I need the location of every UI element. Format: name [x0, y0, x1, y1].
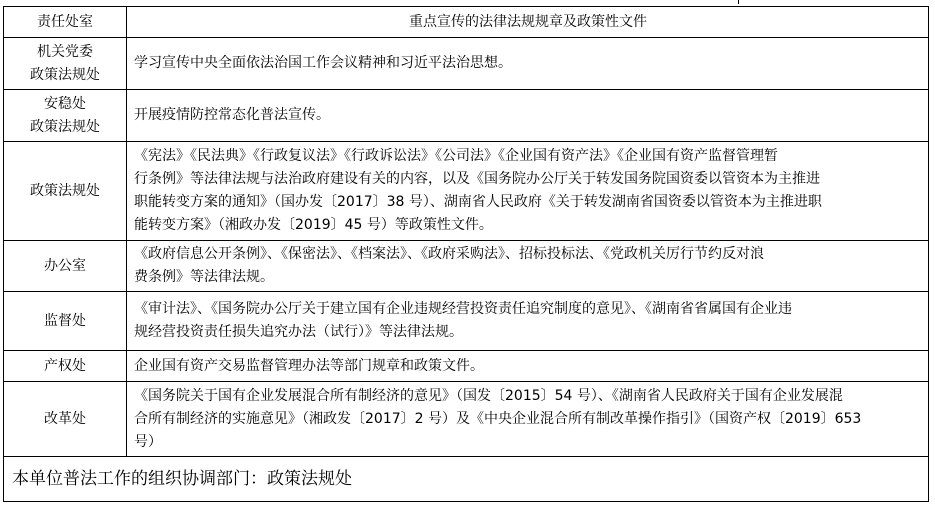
dept-line: 产权处 — [44, 357, 86, 374]
docs-cell — [127, 382, 929, 457]
docs-line: 行条例》等法律法规与法治政府建设有关的内容，以及《国务院办公厅关于转发国务院国资委以管资本为主推进 — [134, 171, 820, 187]
docs-cell — [127, 90, 929, 142]
dept-line: 政策法规处 — [30, 118, 100, 135]
table-row — [4, 351, 929, 382]
docs-line: 《审计法》、《国务院办公厅关于建立国有企业违规经营投资责任追究制度的意见》、《湖南省省属国有企业违 — [134, 301, 792, 317]
dept-cell — [4, 382, 127, 457]
docs-cell — [127, 241, 929, 292]
docs-line: 规经营投资责任损失追究办法（试行）》等法律法规。 — [134, 324, 463, 340]
dept-line: 政策法规处 — [30, 182, 100, 199]
table-row — [4, 142, 929, 241]
dept-cell — [4, 142, 127, 241]
docs-line: 企业国有资产交易监督管理办法等部门规章和政策文件。 — [134, 357, 484, 374]
dept-line: 安稳处 — [44, 95, 86, 112]
dept-cell — [4, 38, 127, 90]
table-row — [4, 382, 929, 457]
docs-line: 能转变方案》（湘政办发〔2019〕45 号）等政策性文件。 — [134, 217, 493, 233]
dept-cell — [4, 241, 127, 292]
docs-cell — [127, 351, 929, 382]
responsibility-table — [3, 6, 929, 502]
table-row — [4, 90, 929, 142]
page-edge-mark — [738, 0, 739, 4]
dept-line: 机关党委 — [37, 43, 93, 60]
docs-line: 开展疫情防控常态化普法宣传。 — [134, 107, 330, 123]
header-docs: 重点宣传的法律法规规章及政策性文件 — [127, 7, 929, 38]
docs-line: 合所有制经济的实施意见》（湘政发〔2017〕2 号）及《中央企业混合所有制改革操作指引》（国资产权〔2019〕653 — [134, 410, 862, 427]
table-footer-row — [4, 457, 929, 502]
table-row — [4, 38, 929, 90]
dept-line: 监督处 — [44, 312, 86, 329]
dept-cell — [4, 351, 127, 382]
docs-line: 《国务院关于国有企业发展混合所有制经济的意见》（国发〔2015〕54 号）、《湖南省人民政府关于国有企业发展混 — [134, 387, 843, 404]
footer-note: 本单位普法工作的组织协调部门：政策法规处 — [4, 457, 929, 502]
docs-line: 职能转变方案的通知》（国办发〔2017〕38 号）、湖南省人民政府《关于转发湖南省国资委以管资本为主推进职 — [134, 194, 822, 210]
docs-cell — [127, 292, 929, 351]
dept-line: 政策法规处 — [30, 66, 100, 83]
docs-cell — [127, 38, 929, 90]
dept-cell — [4, 292, 127, 351]
table-header-row — [4, 7, 929, 38]
table-row — [4, 292, 929, 351]
dept-cell — [4, 90, 127, 142]
dept-line: 改革处 — [44, 410, 86, 427]
docs-line: 号） — [134, 433, 162, 450]
table-row — [4, 241, 929, 292]
header-dept: 责任处室 — [4, 7, 127, 38]
docs-cell — [127, 142, 929, 241]
docs-line: 《宪法》《民法典》《行政复议法》《行政诉讼法》《公司法》《企业国有资产法》《企业国有资产监督管理暂 — [134, 148, 778, 164]
dept-line: 办公室 — [44, 257, 86, 274]
docs-line: 学习宣传中央全面依法治国工作会议精神和习近平法治思想。 — [134, 55, 512, 71]
docs-line: 《政府信息公开条例》、《保密法》、《档案法》、《政府采购法》、招标投标法、《党政机关厉行节约反对浪 — [134, 246, 764, 262]
docs-line: 费条例》等法律法规。 — [134, 269, 274, 285]
